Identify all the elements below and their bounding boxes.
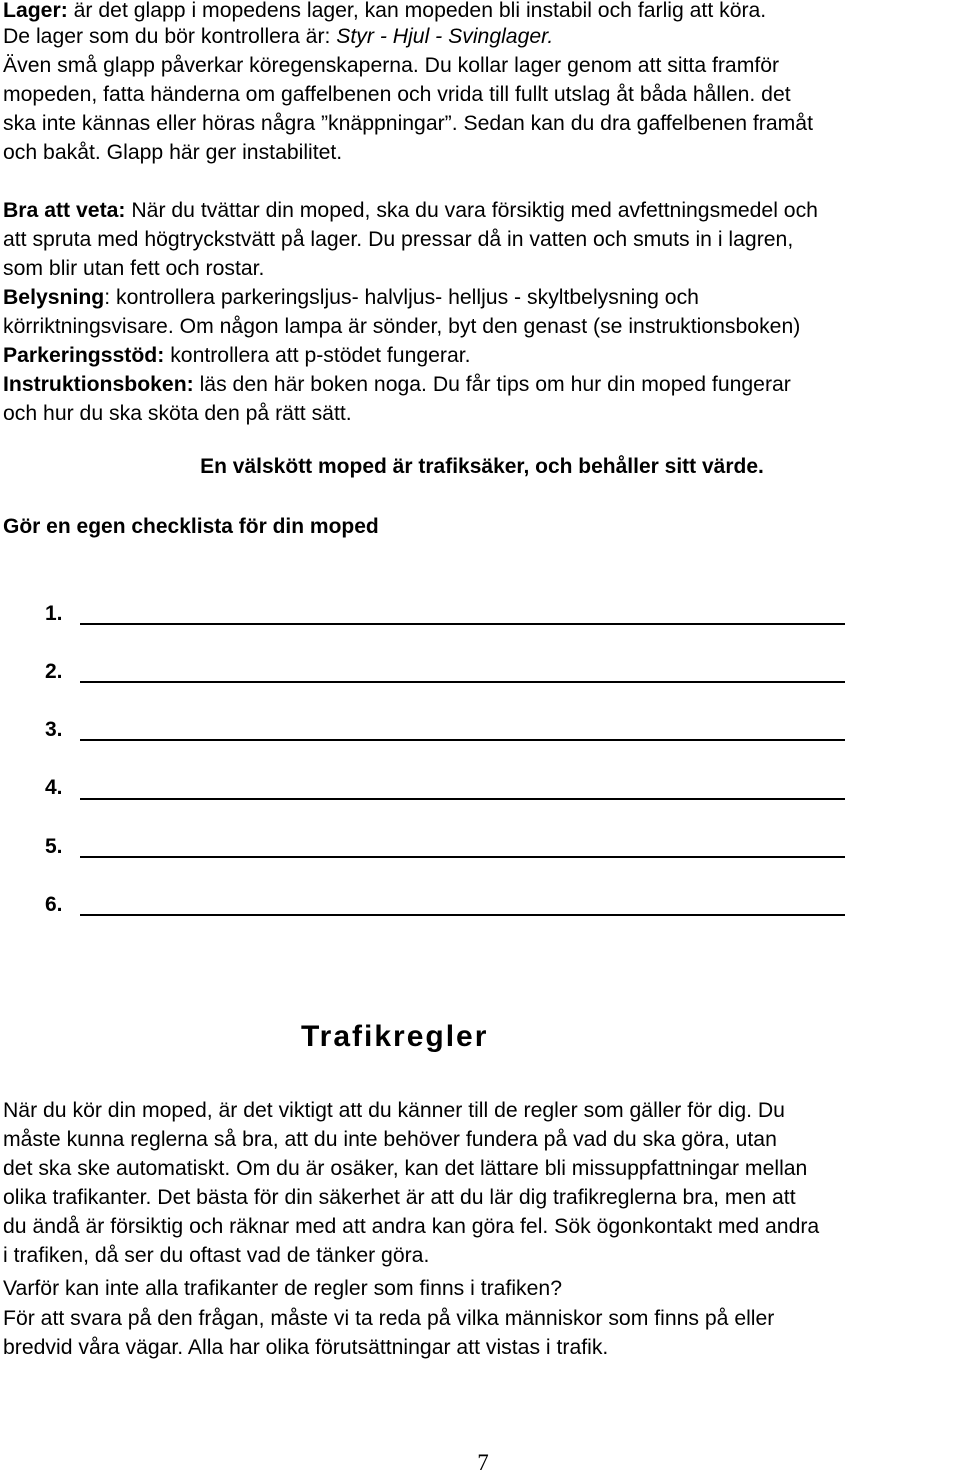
trafikregler-answer-1: För att svara på den frågan, måste vi ta reda på vilka människor som finns på eller [3,1307,775,1330]
belysning-text-1: : kontrollera parkeringsljus- halvljus- helljus - skyltbelysning och [104,286,699,309]
lager-line-6: och bakåt. Glapp här ger instabilitet. [3,141,343,164]
trafikregler-answer-2: bredvid våra vägar. Alla har olika förutsättningar att vistas i trafik. [3,1336,609,1359]
checklist-number-5: 5. [45,835,63,858]
lager-line-1 [3,0,766,25]
checklist-write-line-4[interactable] [80,798,845,800]
checklist-number-3: 3. [45,718,63,741]
bra-att-veta-text-1: När du tvättar din moped, ska du vara försiktig med avfettningsmedel och [125,199,818,222]
trafikregler-question: Varför kan inte alla trafikanter de regler som finns i trafiken? [3,1277,562,1300]
instruktionsboken-label: Instruktionsboken: [3,373,194,396]
bra-att-veta-line-1 [3,197,818,225]
checklist-write-line-1[interactable] [80,623,845,625]
trafikregler-line-4: olika trafikanter. Det bästa för din säkerhet är att du lär dig trafikreglerna bra, men att [3,1186,796,1209]
checklist-write-line-2[interactable] [80,681,845,683]
checklist-write-line-3[interactable] [80,739,845,741]
trafikregler-line-6: i trafiken, då ser du oftast vad de tänker göra. [3,1244,430,1267]
parkeringsstod-text: kontrollera att p-stödet fungerar. [164,344,471,367]
bra-att-veta-line-3: som blir utan fett och rostar. [3,257,265,280]
bra-att-veta-line-2: att spruta med högtryckstvätt på lager. Du pressar då in vatten och smuts in i lagren, [3,228,794,251]
lager-label: Lager: [3,0,68,22]
belysning-line-2: körriktningsvisare. Om någon lampa är sönder, byt den genast (se instruktionsboken) [3,315,801,338]
checklist-number-1: 1. [45,602,63,625]
lager-line-5: ska inte kännas eller höras några ”knäppningar”. Sedan kan du dra gaffelbenen framåt [3,112,813,135]
page-number: 7 [477,1450,489,1475]
trafikregler-line-5: du ändå är försiktig och räknar med att andra kan göra fel. Sök ögonkontakt med andra [3,1215,820,1238]
checklist-number-2: 2. [45,660,63,683]
belysning-label: Belysning [3,286,105,309]
checklist-number-6: 6. [45,893,63,916]
checklist-number-4: 4. [45,776,63,799]
checklist-heading: Gör en egen checklista för din moped [3,515,379,538]
trafikregler-line-1: När du kör din moped, är det viktigt att du känner till de regler som gäller för dig. Du [3,1099,785,1122]
lager-line-3: Även små glapp påverkar köregenskaperna. Du kollar lager genom att sitta framför [3,54,780,77]
instruktionsboken-line-1 [3,371,791,399]
bra-att-veta-label: Bra att veta: [3,199,126,222]
checklist-write-line-5[interactable] [80,856,845,858]
trafikregler-line-3: det ska ske automatiskt. Om du är osäker, kan det lättare bli missuppfattningar mellan [3,1157,808,1180]
checklist-write-line-6[interactable] [80,914,845,916]
lager-line-4: mopeden, fatta händerna om gaffelbenen och vrida till fullt utslag åt båda hållen. det [3,83,791,106]
instruktionsboken-text-1: läs den här boken noga. Du får tips om hur din moped fungerar [193,373,791,396]
instruktionsboken-line-2: och hur du ska sköta den på rätt sätt. [3,402,352,425]
lager-parts-italic: Styr - Hjul - Svinglager. [336,25,554,48]
motto-heading: En välskött moped är trafiksäker, och behåller sitt värde. [200,455,764,478]
trafikregler-line-2: måste kunna reglerna så bra, att du inte behöver fundera på vad du ska göra, utan [3,1128,777,1151]
lager-line-2 [3,23,553,51]
trafikregler-title: Trafikregler [301,1020,489,1053]
lager-text-1: är det glapp i mopedens lager, kan mopeden bli instabil och farlig att köra. [67,0,767,22]
belysning-line-1 [3,284,699,312]
parkeringsstod-line [3,342,471,370]
lager-text-2: De lager som du bör kontrollera är: [3,25,337,48]
parkeringsstod-label: Parkeringsstöd: [3,344,165,367]
